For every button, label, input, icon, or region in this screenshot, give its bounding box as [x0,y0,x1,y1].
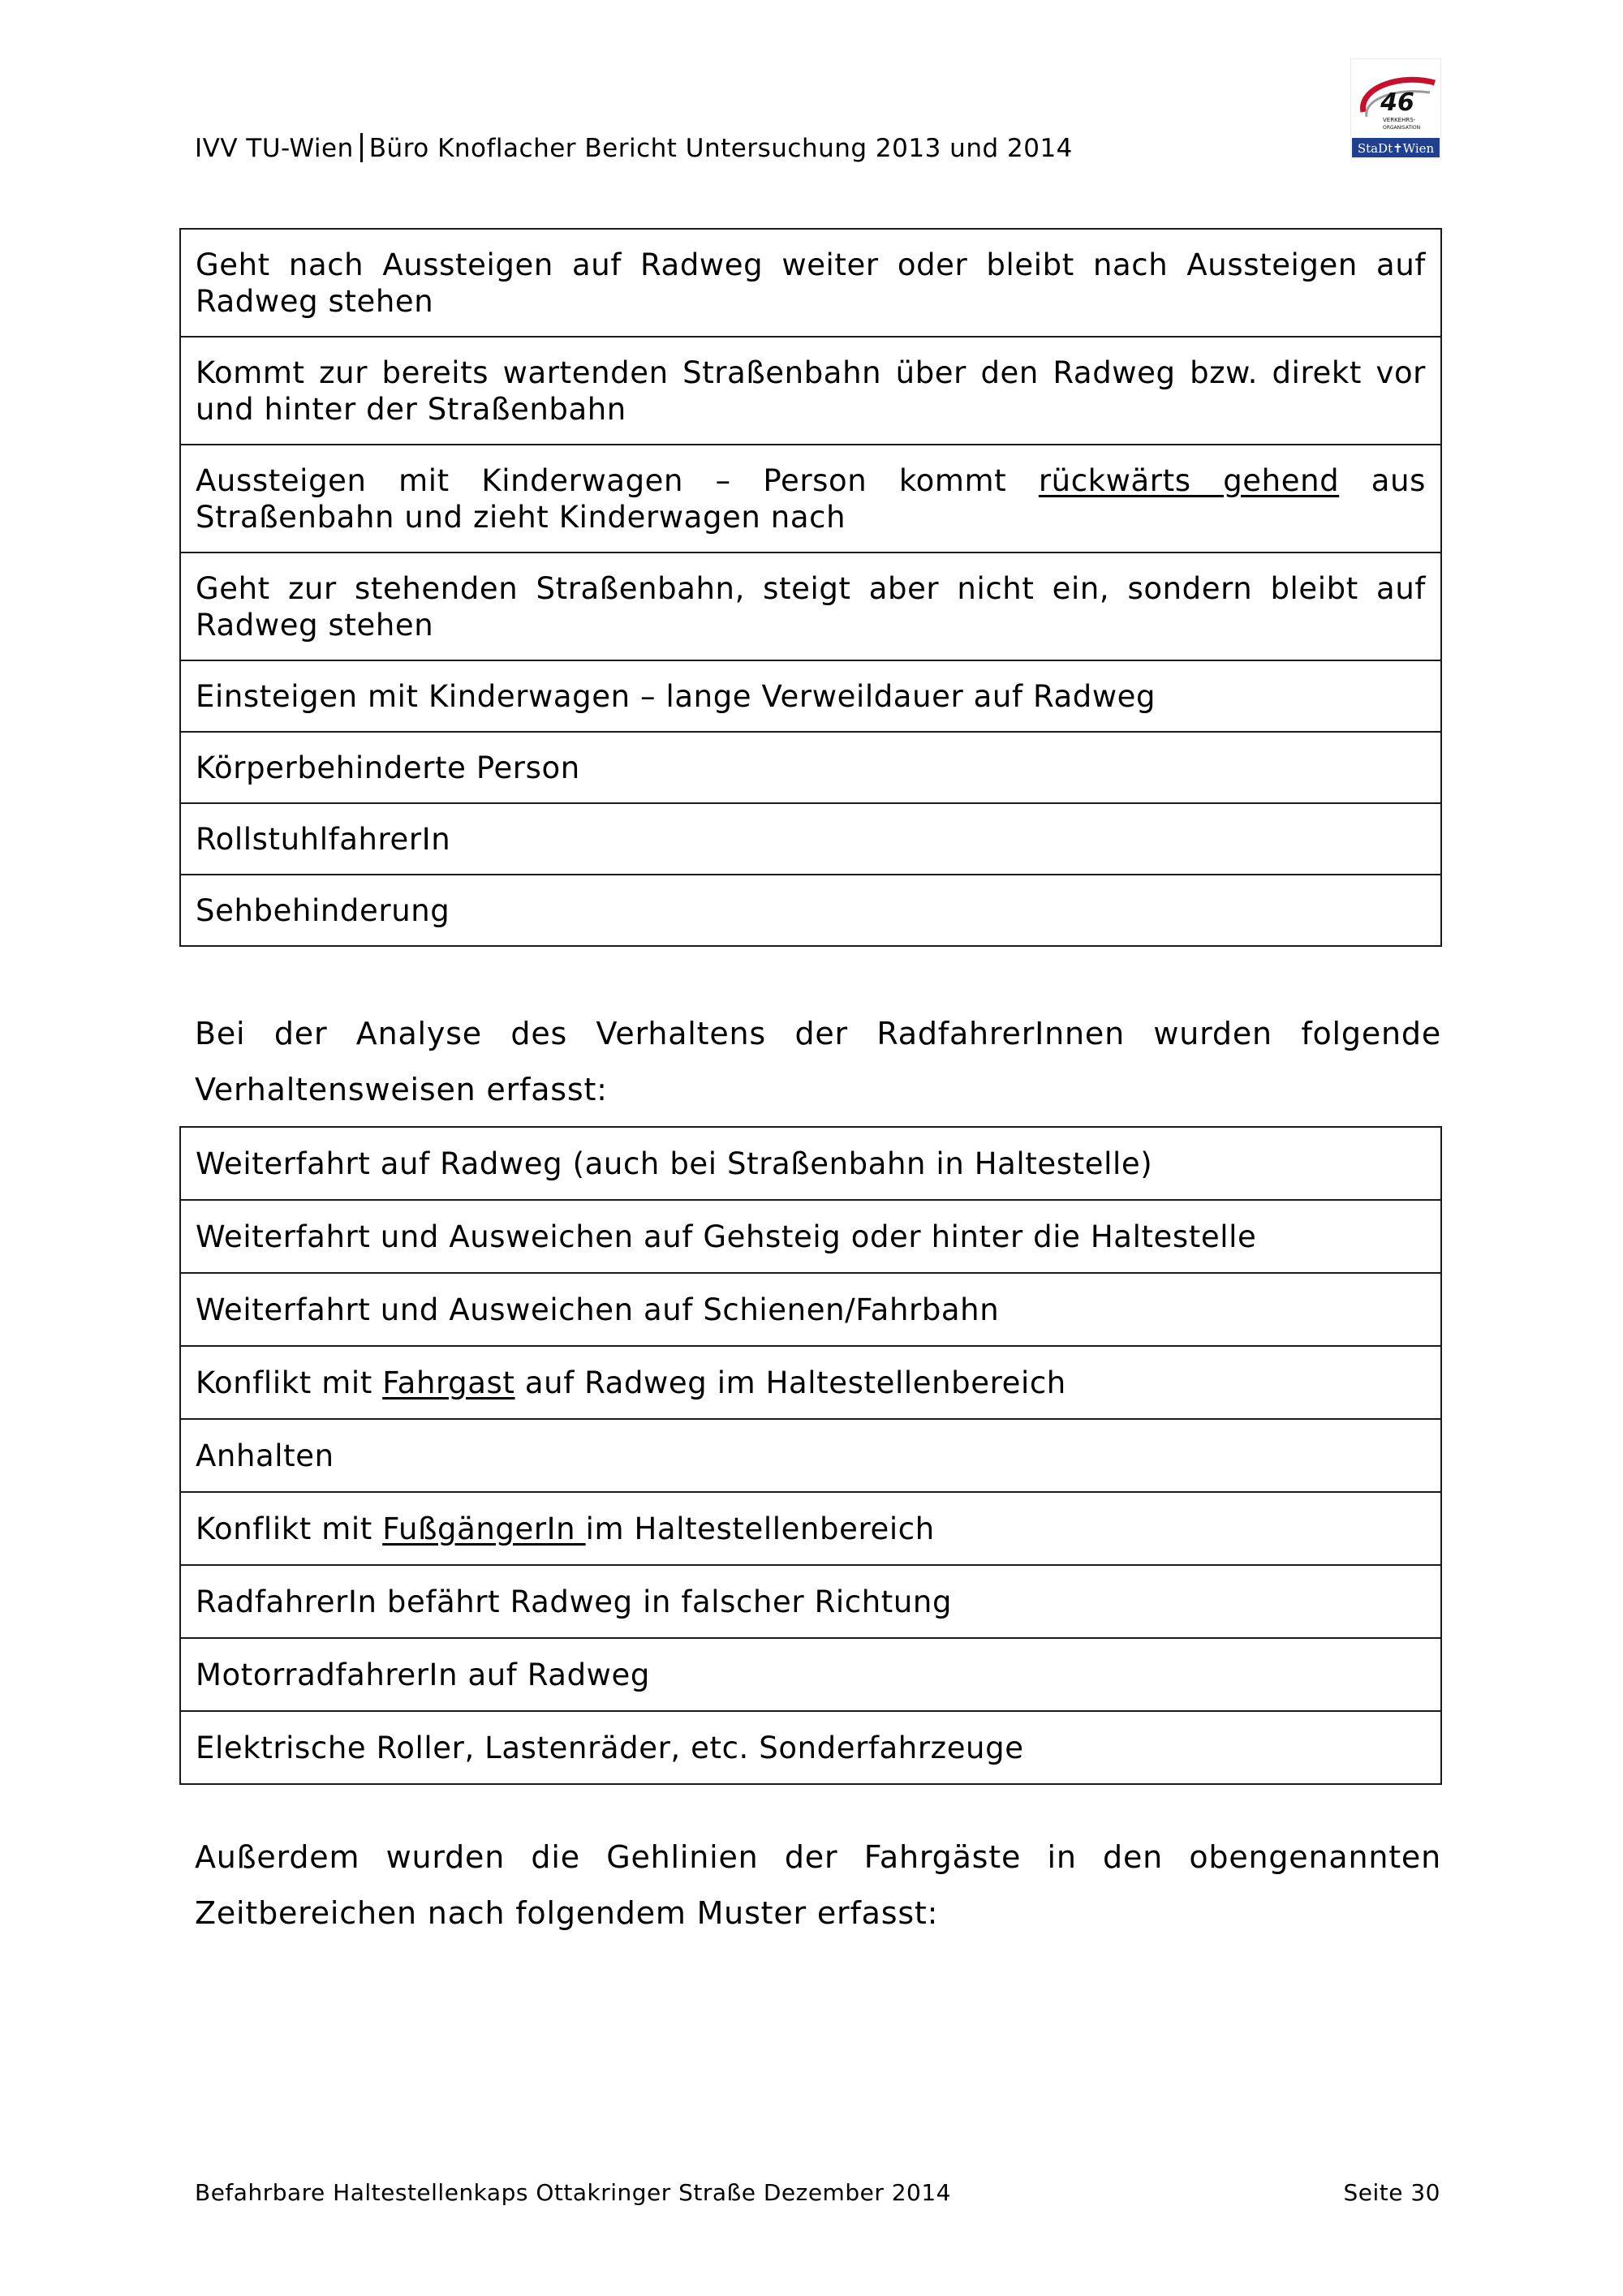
table-cell: Sehbehinderung [180,875,1441,946]
table-cell: Kommt zur bereits wartenden Straßenbahn über den Radweg bzw. direkt vor und hinter der Straßenbahn [180,337,1441,445]
table-cell [180,1346,1441,1419]
paragraph-cyclist-analysis: Bei der Analyse des Verhaltens der RadfahrerInnen wurden folgende Verhaltensweisen erfasst: [195,1016,1441,1107]
table-row [180,803,1441,875]
cyclist-behaviour-table [179,1126,1442,1785]
passenger-behaviour-table [179,228,1442,947]
header-right: Büro Knoflacher Bericht Untersuchung 2013 und 2014 [368,134,1073,163]
cell-text: Konflikt mit [196,1511,383,1546]
table-row [180,1127,1441,1200]
table-cell: Geht zur stehenden Straßenbahn, steigt aber nicht ein, sondern bleibt auf Radweg stehen [180,553,1441,660]
table-cell: Geht nach Aussteigen auf Radweg weiter oder bleibt nach Aussteigen auf Radweg stehen [180,229,1441,337]
table-cell: RollstuhlfahrerIn [180,803,1441,875]
footer-title: Befahrbare Haltestellenkaps Ottakringer Straße Dezember 2014 [195,2179,951,2206]
page-header [195,133,1073,163]
underlined-text: Fahrgast [382,1365,515,1400]
page-number: Seite 30 [1343,2179,1440,2206]
logo-org-line2: ORGANISATION [1383,125,1421,131]
header-separator [360,133,363,162]
cell-text: auf Radweg im Haltestellenbereich [514,1365,1066,1400]
underlined-text: rückwärts gehend [1038,462,1340,498]
logo-city-text: StaDt✝Wien [1357,141,1435,156]
table-cell [180,445,1441,553]
logo-number: 46 [1380,88,1414,117]
table-cell: Weiterfahrt und Ausweichen auf Gehsteig oder hinter die Haltestelle [180,1200,1441,1273]
table-row [180,660,1441,732]
table-cell: Einsteigen mit Kinderwagen – lange Verweildauer auf Radweg [180,660,1441,732]
underlined-text: FußgängerIn [382,1511,586,1546]
table-row [180,1711,1441,1784]
table-cell: RadfahrerIn befährt Radweg in falscher Richtung [180,1565,1441,1638]
cell-text: Konflikt mit [196,1365,383,1400]
paragraph-walking-lines: Außerdem wurden die Gehlinien der Fahrgäste in den obengenannten Zeitbereichen nach folgendem Muster erfasst: [195,1839,1441,1931]
table-cell: Körperbehinderte Person [180,732,1441,803]
table-cell [180,1492,1441,1565]
table-row [180,1200,1441,1273]
table-row [180,875,1441,946]
table-cell: Weiterfahrt auf Radweg (auch bei Straßenbahn in Haltestelle) [180,1127,1441,1200]
table-row [180,1638,1441,1711]
header-left: IVV TU-Wien [195,134,354,163]
logo-org-line1: VERKEHRS- [1383,117,1416,123]
stadt-wien-ma46-logo [1350,58,1441,159]
table-cell: Weiterfahrt und Ausweichen auf Schienen/Fahrbahn [180,1273,1441,1346]
table-cell: Anhalten [180,1419,1441,1492]
table-row [180,732,1441,803]
table-row [180,337,1441,445]
table-row [180,553,1441,660]
table-row [180,1419,1441,1492]
table-cell: Elektrische Roller, Lastenräder, etc. Sonderfahrzeuge [180,1711,1441,1784]
table-row [180,445,1441,553]
table-row [180,1492,1441,1565]
table-row [180,1346,1441,1419]
table-row [180,1565,1441,1638]
cell-text: aus Straßenbahn und zieht Kinderwagen nach [196,462,1426,535]
cell-text: Aussteigen mit Kinderwagen – Person kommt [196,462,1039,498]
table-row [180,229,1441,337]
table-row [180,1273,1441,1346]
cell-text: im Haltestellenbereich [585,1511,935,1546]
table-cell: MotorradfahrerIn auf Radweg [180,1638,1441,1711]
